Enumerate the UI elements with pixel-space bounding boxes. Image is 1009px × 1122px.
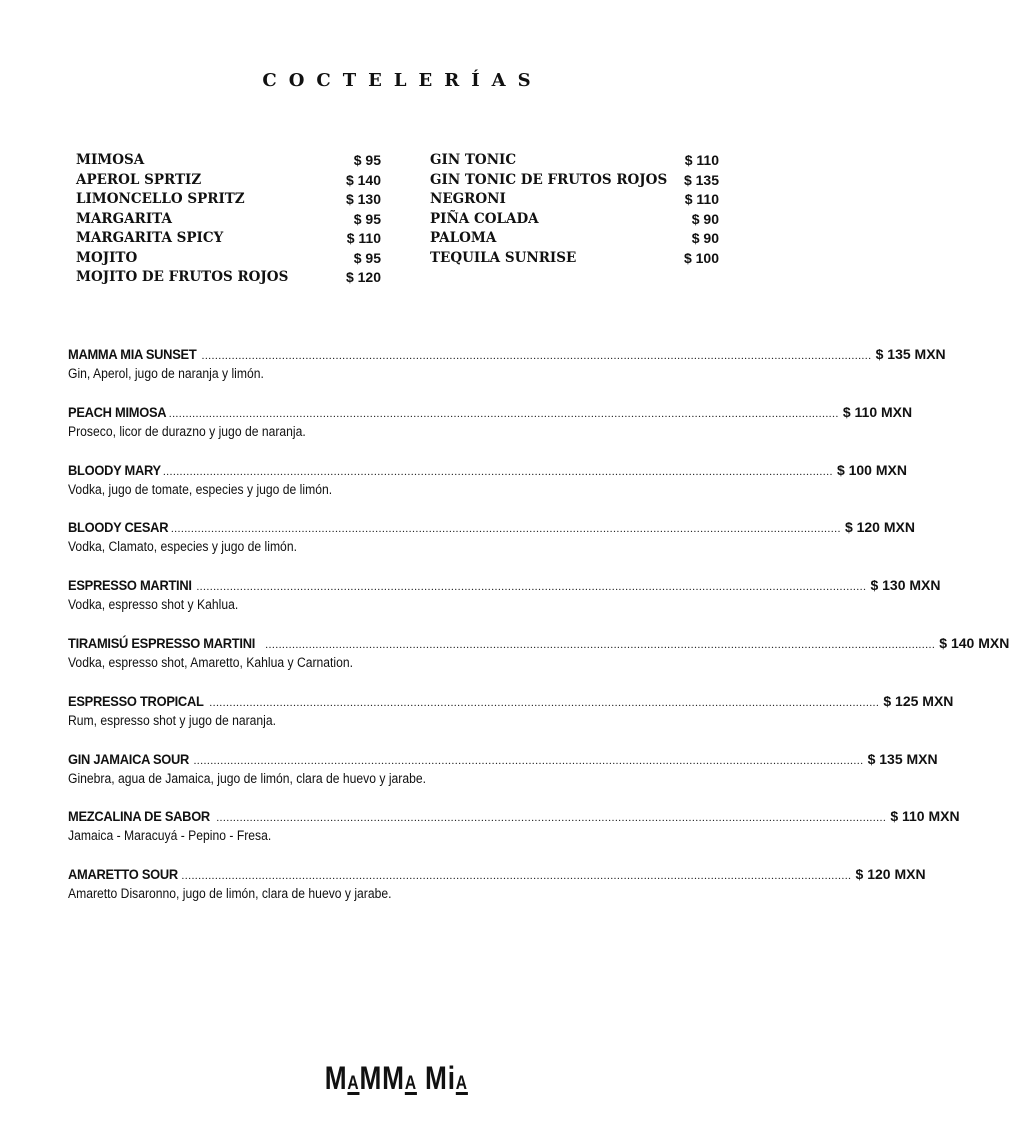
- special-description: Gin, Aperol, jugo de naranja y limón.: [68, 366, 264, 381]
- special-item: [68, 806, 960, 864]
- menu-item: [76, 171, 381, 191]
- special-item: [68, 864, 926, 922]
- special-description: Amaretto Disaronno, jugo de limón, clara de huevo y jarabe.: [68, 886, 392, 902]
- menu-item: [76, 210, 381, 230]
- special-description: Vodka, jugo de tomate, especies y jugo de limón.: [68, 481, 333, 497]
- logo-part: M: [324, 1060, 348, 1096]
- menu-item: [76, 229, 381, 249]
- item-name: TEQUILA SUNRISE: [430, 249, 577, 266]
- special-item: [68, 633, 1009, 691]
- special-name: TIRAMISÚ ESPRESSO MARTINI: [68, 634, 256, 651]
- special-item: [68, 460, 907, 518]
- special-description: Ginebra, agua de Jamaica, jugo de limón, clara de huevo y jarabe.: [68, 770, 426, 786]
- special-name: PEACH MIMOSA: [68, 403, 167, 420]
- special-name: MEZCALINA DE SABOR: [68, 808, 210, 825]
- special-price: $ 120 MXN: [855, 866, 926, 883]
- logo-part: M: [417, 1060, 448, 1096]
- special-name: ESPRESSO MARTINI: [68, 577, 192, 594]
- item-name: GIN TONIC DE FRUTOS ROJOS: [430, 171, 668, 188]
- signature-cocktails-list: [68, 344, 1009, 922]
- item-price: $ 110: [684, 191, 719, 207]
- special-price: $ 110 MXN: [842, 403, 913, 420]
- special-item: [68, 402, 913, 460]
- special-description: Vodka, espresso shot, Amaretto, Kahlua y Carnation.: [68, 654, 354, 670]
- item-price: $ 135: [683, 171, 719, 188]
- dot-leader: ........................................................................................................................................................................................................: [162, 465, 833, 478]
- menu-item: [430, 190, 719, 210]
- item-price: $ 110: [346, 230, 381, 246]
- item-price: $ 130: [345, 191, 381, 207]
- item-name: MARGARITA SPICY: [76, 230, 224, 246]
- dot-leader: ........................................................................................................................................................................................................: [193, 754, 864, 767]
- mamma-mia-logo: [0, 1060, 793, 1097]
- item-name: MARGARITA: [76, 210, 172, 227]
- special-description: Proseco, licor de durazno y jugo de naranja.: [68, 423, 306, 439]
- item-name: NEGRONI: [430, 191, 506, 207]
- dot-leader: ........................................................................................................................................................................................................: [265, 638, 936, 651]
- item-name: PALOMA: [430, 230, 497, 246]
- item-price: $ 90: [691, 210, 719, 227]
- special-item: [68, 749, 938, 807]
- dot-leader: ........................................................................................................................................................................................................: [216, 812, 887, 825]
- item-name: MOJITO DE FRUTOS ROJOS: [76, 269, 289, 285]
- special-item: [68, 575, 941, 633]
- menu-item: [430, 210, 719, 230]
- special-description: Vodka, Clamato, especies y jugo de limón.: [68, 539, 297, 555]
- special-description: Vodka, espresso shot y Kahlua.: [68, 597, 239, 613]
- dot-leader: ........................................................................................................................................................................................................: [196, 581, 867, 594]
- item-price: $ 120: [345, 269, 381, 285]
- item-name: MIMOSA: [76, 152, 145, 168]
- logo-part: i: [447, 1060, 456, 1096]
- item-price: $ 90: [691, 230, 719, 246]
- special-price: $ 100 MXN: [836, 461, 907, 478]
- item-name: PIÑA COLADA: [430, 210, 539, 227]
- classics-left-column: [76, 151, 381, 288]
- logo-part: A: [455, 1073, 469, 1094]
- logo-wordmark: [325, 1060, 468, 1097]
- item-price: $ 95: [353, 152, 381, 168]
- special-price: $ 130 MXN: [870, 577, 941, 594]
- special-price: $ 120 MXN: [844, 519, 915, 536]
- special-name: AMARETTO SOUR: [68, 866, 178, 883]
- special-name: BLOODY CESAR: [68, 519, 169, 536]
- special-price: $ 110 MXN: [890, 808, 960, 825]
- item-name: GIN TONIC: [430, 152, 517, 168]
- item-name: MOJITO: [76, 249, 138, 266]
- item-price: $ 140: [345, 171, 381, 188]
- special-description: Rum, espresso shot y jugo de naranja.: [68, 712, 277, 728]
- menu-item: [430, 151, 719, 171]
- special-item: [68, 691, 954, 749]
- dot-leader: ........................................................................................................................................................................................................: [170, 523, 841, 536]
- special-price: $ 135 MXN: [875, 346, 946, 362]
- special-name: BLOODY MARY: [68, 461, 161, 478]
- menu-item: [430, 249, 719, 269]
- special-name: GIN JAMAICA SOUR: [68, 750, 190, 767]
- menu-item: [76, 190, 381, 210]
- classics-right-column: [430, 151, 719, 268]
- special-price: $ 125 MXN: [883, 692, 954, 709]
- special-name: MAMMA MIA SUNSET: [68, 346, 197, 362]
- item-price: $ 95: [353, 249, 381, 266]
- special-name: ESPRESSO TROPICAL: [68, 692, 204, 709]
- special-item: [68, 344, 946, 402]
- item-price: $ 95: [353, 210, 381, 227]
- dot-leader: ........................................................................................................................................................................................................: [181, 870, 852, 883]
- logo-part: A: [347, 1073, 360, 1094]
- logo-part: MM: [359, 1060, 406, 1096]
- item-price: $ 100: [683, 249, 719, 266]
- dot-leader: ........................................................................................................................................................................................................: [201, 350, 872, 362]
- menu-item: [76, 249, 381, 269]
- special-price: $ 135 MXN: [867, 750, 938, 767]
- menu-item: [76, 268, 381, 288]
- item-price: $ 110: [684, 152, 719, 168]
- special-price: $ 140 MXN: [939, 634, 1009, 651]
- page-title: COCTELERÍAS: [262, 70, 543, 91]
- special-description: Jamaica - Maracuyá - Pepino - Fresa.: [68, 828, 272, 844]
- special-item: [68, 517, 915, 575]
- menu-item: [430, 171, 719, 191]
- menu-item: [76, 151, 381, 171]
- dot-leader: ........................................................................................................................................................................................................: [209, 696, 880, 709]
- dot-leader: ........................................................................................................................................................................................................: [168, 407, 839, 420]
- item-name: LIMONCELLO SPRITZ: [76, 191, 245, 207]
- logo-part: A: [405, 1073, 418, 1094]
- menu-item: [430, 229, 719, 249]
- item-name: APEROL SPRTIZ: [76, 171, 202, 188]
